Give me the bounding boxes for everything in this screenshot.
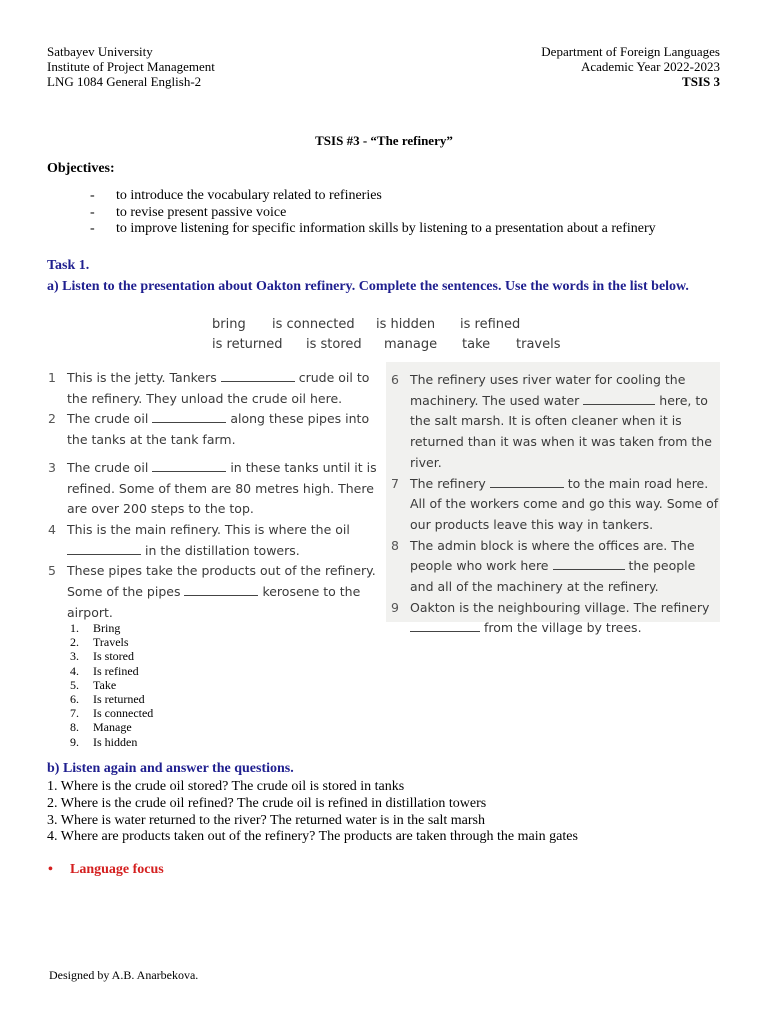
task-b-instruction: b) Listen again and answer the questions. (47, 761, 294, 776)
answer-key-item: 8. Manage (70, 720, 132, 735)
sentence-item (391, 370, 721, 474)
sentence-number: 3 (48, 459, 56, 475)
sentence-text: to the main road here. All of the workers come and go this way. Some of our products leave this way in tankers. (410, 475, 719, 532)
objectives-list (90, 188, 690, 238)
word-bank-item: is hidden (376, 317, 436, 332)
sentence-text: kerosene to the airport. (67, 584, 361, 620)
sentences-left (48, 368, 383, 623)
sentence-number: 9 (391, 599, 399, 615)
word-bank-item: is stored (306, 337, 362, 352)
sentence-text: crude oil to the refinery. They unload the crude oil here. (67, 370, 370, 406)
sentence-item (391, 598, 721, 639)
qa-item: 2. Where is the crude oil refined? The crude oil is refined in distillation towers (47, 795, 487, 811)
department-name: Department of Foreign Languages (541, 44, 720, 59)
word-bank-item: is connected (272, 317, 355, 332)
word-bank-item: take (462, 337, 491, 352)
sentence-number: 4 (48, 521, 56, 537)
sentence-text: This is the main refinery. This is where the oil (67, 521, 350, 537)
word-bank-item: travels (516, 337, 561, 352)
sentence-text: The admin block is where the offices are. The people who work here (410, 537, 695, 574)
answer-blank[interactable] (67, 542, 141, 555)
sentence-number: 7 (391, 475, 399, 491)
sentence-item (391, 536, 721, 598)
word-bank-item: is refined (460, 317, 521, 332)
sentence-text: The refinery uses river water for cooling the machinery. The used water (410, 372, 686, 408)
sentence-text: from the village by trees. (483, 620, 642, 636)
sentence-item (48, 458, 383, 520)
tsis-label: TSIS 3 (682, 74, 720, 89)
word-bank-item: manage (384, 337, 438, 352)
objective-item: - to introduce the vocabulary related to refineries (90, 188, 690, 205)
answer-key-item: 2. Travels (70, 635, 129, 650)
header-left (47, 44, 215, 89)
sentence-number: 1 (48, 370, 56, 385)
answer-blank[interactable] (184, 583, 258, 596)
answer-key-item: 4. Is refined (70, 663, 139, 678)
sentence-number: 6 (391, 372, 399, 387)
sentence-number: 8 (391, 537, 399, 553)
sentence-number: 5 (48, 563, 56, 579)
objective-item: - to improve listening for specific information skills by listening to a presentation about a refinery (90, 221, 690, 238)
sentence-text: along these pipes into the tanks at the tank farm. (67, 411, 370, 448)
task-heading: Task 1. (47, 258, 90, 273)
page-title: TSIS #3 - “The refinery” (315, 133, 453, 148)
answer-blank[interactable] (152, 459, 226, 472)
sentence-item (48, 368, 383, 409)
sentence-text: These pipes take the products out of the refinery. Some of the pipes (67, 563, 376, 600)
sentence-text: The crude oil (67, 459, 149, 475)
language-focus-heading: • Language focus (48, 862, 164, 877)
qa-item: 3. Where is water returned to the river? The returned water is in the salt marsh (47, 812, 485, 828)
answer-key-item: 6. Is returned (70, 692, 145, 707)
sentence-text: This is the jetty. Tankers (67, 370, 217, 385)
objective-item: - to revise present passive voice (90, 205, 690, 222)
sentence-text: here, to the salt marsh. It is often cleaner when it is returned than it was when it was taken from the river. (410, 392, 712, 470)
header-right (541, 44, 720, 89)
sentence-text: in the distillation towers. (144, 542, 300, 558)
answer-blank[interactable] (553, 557, 625, 570)
word-bank-item: is returned (212, 337, 283, 352)
sentence-text: Oakton is the neighbouring village. The refinery (410, 599, 710, 615)
sentence-number: 2 (48, 411, 56, 427)
qa-item: 1. Where is the crude oil stored? The crude oil is stored in tanks (47, 779, 405, 794)
question-answer-list (47, 779, 578, 846)
university-name: Satbayev University (47, 44, 153, 59)
course-code: LNG 1084 General English-2 (47, 74, 202, 89)
answer-blank[interactable] (410, 619, 480, 632)
sentence-item (48, 520, 383, 561)
task-a-instruction: a) Listen to the presentation about Oakton refinery. Complete the sentences. Use the words in the list below. (47, 279, 689, 294)
answer-blank[interactable] (221, 369, 295, 382)
sentence-text: the people and all of the machinery at the refinery. (410, 558, 696, 595)
answer-blank[interactable] (152, 410, 226, 423)
answer-key-list (70, 621, 153, 749)
sentence-text: The refinery (410, 475, 486, 491)
institute-name: Institute of Project Management (47, 59, 215, 74)
answer-key-item: 9. Is hidden (70, 734, 138, 749)
qa-item: 4. Where are products taken out of the refinery? The products are taken through the main gates (47, 829, 578, 845)
sentence-item (48, 409, 383, 450)
answer-key-item: 3. Is stored (70, 649, 134, 664)
answer-key-item: 1. Bring (70, 621, 121, 635)
answer-key-item: 5. Take (70, 677, 117, 692)
answer-blank[interactable] (490, 475, 564, 488)
academic-year: Academic Year 2022-2023 (581, 59, 720, 74)
bullet-icon: • (48, 862, 53, 877)
sentence-item (48, 561, 383, 623)
word-bank (212, 317, 566, 357)
word-bank-item: bring (212, 317, 246, 332)
answer-key-item: 7. Is connected (70, 706, 154, 721)
sentence-item (391, 474, 721, 536)
objectives-heading: Objectives: (47, 161, 115, 176)
sentence-text: The crude oil (67, 411, 149, 427)
sentences-right (391, 370, 721, 639)
answer-blank[interactable] (583, 392, 655, 405)
sentence-text: in these tanks until it is refined. Some of them are 80 metres high. There are over 200 steps to the top. (67, 459, 377, 517)
footer-credit: Designed by A.B. Anarbekova. (49, 968, 199, 982)
